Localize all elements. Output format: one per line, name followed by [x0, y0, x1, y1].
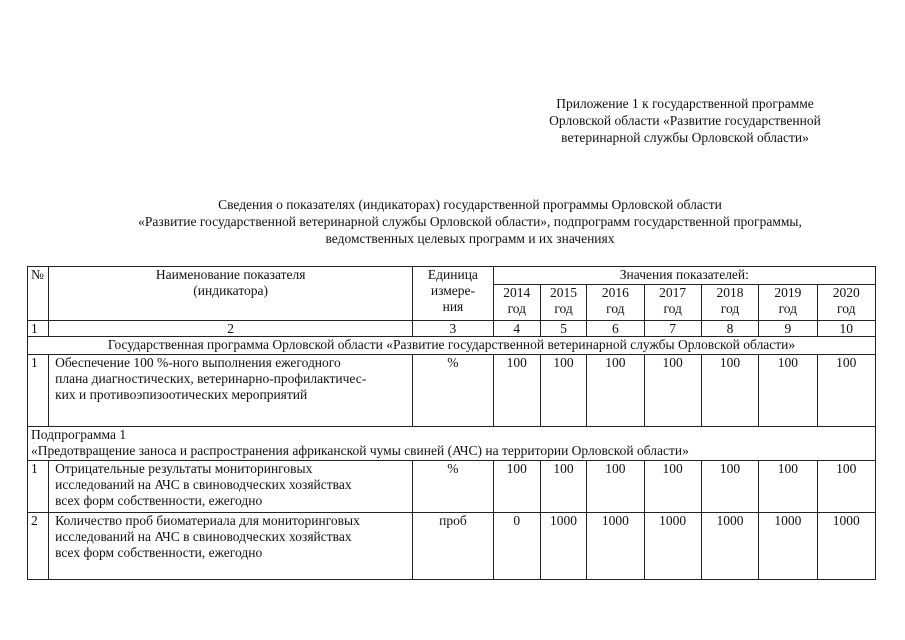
column-number: 4 — [493, 321, 540, 337]
value-cell: 100 — [493, 355, 540, 427]
indicator-unit: % — [413, 461, 493, 513]
value-cell: 100 — [817, 355, 876, 427]
subprogram-title — [28, 427, 876, 461]
value-cell: 100 — [540, 355, 586, 427]
value-cell: 1000 — [701, 513, 758, 580]
header-unit-line: ния — [442, 299, 464, 314]
value-cell: 100 — [644, 355, 701, 427]
year-cell: 2020 год — [817, 285, 876, 321]
value-cell: 0 — [493, 513, 540, 580]
header-unit — [413, 267, 493, 321]
row-num: 2 — [28, 513, 49, 580]
header-name-line: (индикатора) — [193, 283, 269, 298]
heading-line: «Развитие государственной ветеринарной службы Орловской области», подпрограмм государственной программы, — [138, 214, 802, 229]
indicator-name: Отрицательные результаты мониторинговых исследований на АЧС в свиноводческих хозяйствах всех форм собственности, ежегодно — [49, 461, 413, 513]
value-cell: 100 — [587, 355, 644, 427]
value-cell: 100 — [701, 461, 758, 513]
row-num: 1 — [28, 355, 49, 427]
indicator-unit: % — [413, 355, 493, 427]
subprogram-title-row — [28, 427, 876, 461]
table-row — [28, 513, 876, 580]
column-number: 10 — [817, 321, 876, 337]
program-title: Государственная программа Орловской области «Развитие государственной ветеринарной службы Орловской области» — [28, 337, 876, 355]
value-cell: 100 — [493, 461, 540, 513]
year-cell: 2018 год — [701, 285, 758, 321]
row-num: 1 — [28, 461, 49, 513]
value-cell: 100 — [701, 355, 758, 427]
indicator-name: Количество проб биоматериала для мониторинговых исследований на АЧС в свиноводческих хозяйствах всех форм собственности, ежегодно — [49, 513, 413, 580]
year-cell: 2015 год — [540, 285, 586, 321]
value-cell: 100 — [759, 461, 817, 513]
year-cell: 2019 год — [759, 285, 817, 321]
value-cell: 100 — [759, 355, 817, 427]
heading-line: ведомственных целевых программ и их значениях — [325, 231, 615, 246]
value-cell: 1000 — [817, 513, 876, 580]
value-cell: 100 — [587, 461, 644, 513]
appendix-line: Приложение 1 к государственной программе — [556, 96, 814, 111]
year-cell: 2016 год — [587, 285, 644, 321]
header-name — [49, 267, 413, 321]
header-values-title: Значения показателей: — [493, 267, 875, 285]
appendix-line: ветеринарной службы Орловской области» — [561, 130, 809, 145]
program-title-row — [28, 337, 876, 355]
column-number: 2 — [49, 321, 413, 337]
heading-line: Сведения о показателях (индикаторах) государственной программы Орловской области — [218, 197, 722, 212]
document-heading — [40, 196, 900, 247]
value-cell: 100 — [540, 461, 586, 513]
indicator-name: Обеспечение 100 %-ного выполнения ежегодного плана диагностических, ветеринарно-профилактичес- ких и противоэпизоотических мероприятий — [49, 355, 413, 427]
table-row — [28, 355, 876, 427]
value-cell: 1000 — [759, 513, 817, 580]
value-cell: 1000 — [644, 513, 701, 580]
subprogram-line: Подпрограмма 1 — [31, 427, 127, 442]
indicator-unit: проб — [413, 513, 493, 580]
column-number: 5 — [540, 321, 586, 337]
appendix-line: Орловской области «Развитие государственной — [549, 113, 821, 128]
value-cell: 1000 — [587, 513, 644, 580]
column-number: 3 — [413, 321, 493, 337]
header-num: № — [28, 267, 49, 321]
subprogram-line: «Предотвращение заноса и распространения африканской чумы свиней (АЧС) на территории Орловской области» — [31, 443, 689, 458]
column-number: 9 — [759, 321, 817, 337]
appendix-note — [505, 95, 865, 146]
header-row — [28, 267, 876, 285]
value-cell: 100 — [644, 461, 701, 513]
indicators-table — [27, 266, 876, 580]
column-number: 7 — [644, 321, 701, 337]
header-unit-line: измере- — [430, 283, 475, 298]
column-number: 1 — [28, 321, 49, 337]
column-numbers-row — [28, 321, 876, 337]
table-row — [28, 461, 876, 513]
column-number: 6 — [587, 321, 644, 337]
header-unit-line: Единица — [427, 267, 478, 282]
year-cell: 2014 год — [493, 285, 540, 321]
column-number: 8 — [701, 321, 758, 337]
year-cell: 2017 год — [644, 285, 701, 321]
header-name-line: Наименование показателя — [155, 267, 306, 282]
value-cell: 100 — [817, 461, 876, 513]
value-cell: 1000 — [540, 513, 586, 580]
